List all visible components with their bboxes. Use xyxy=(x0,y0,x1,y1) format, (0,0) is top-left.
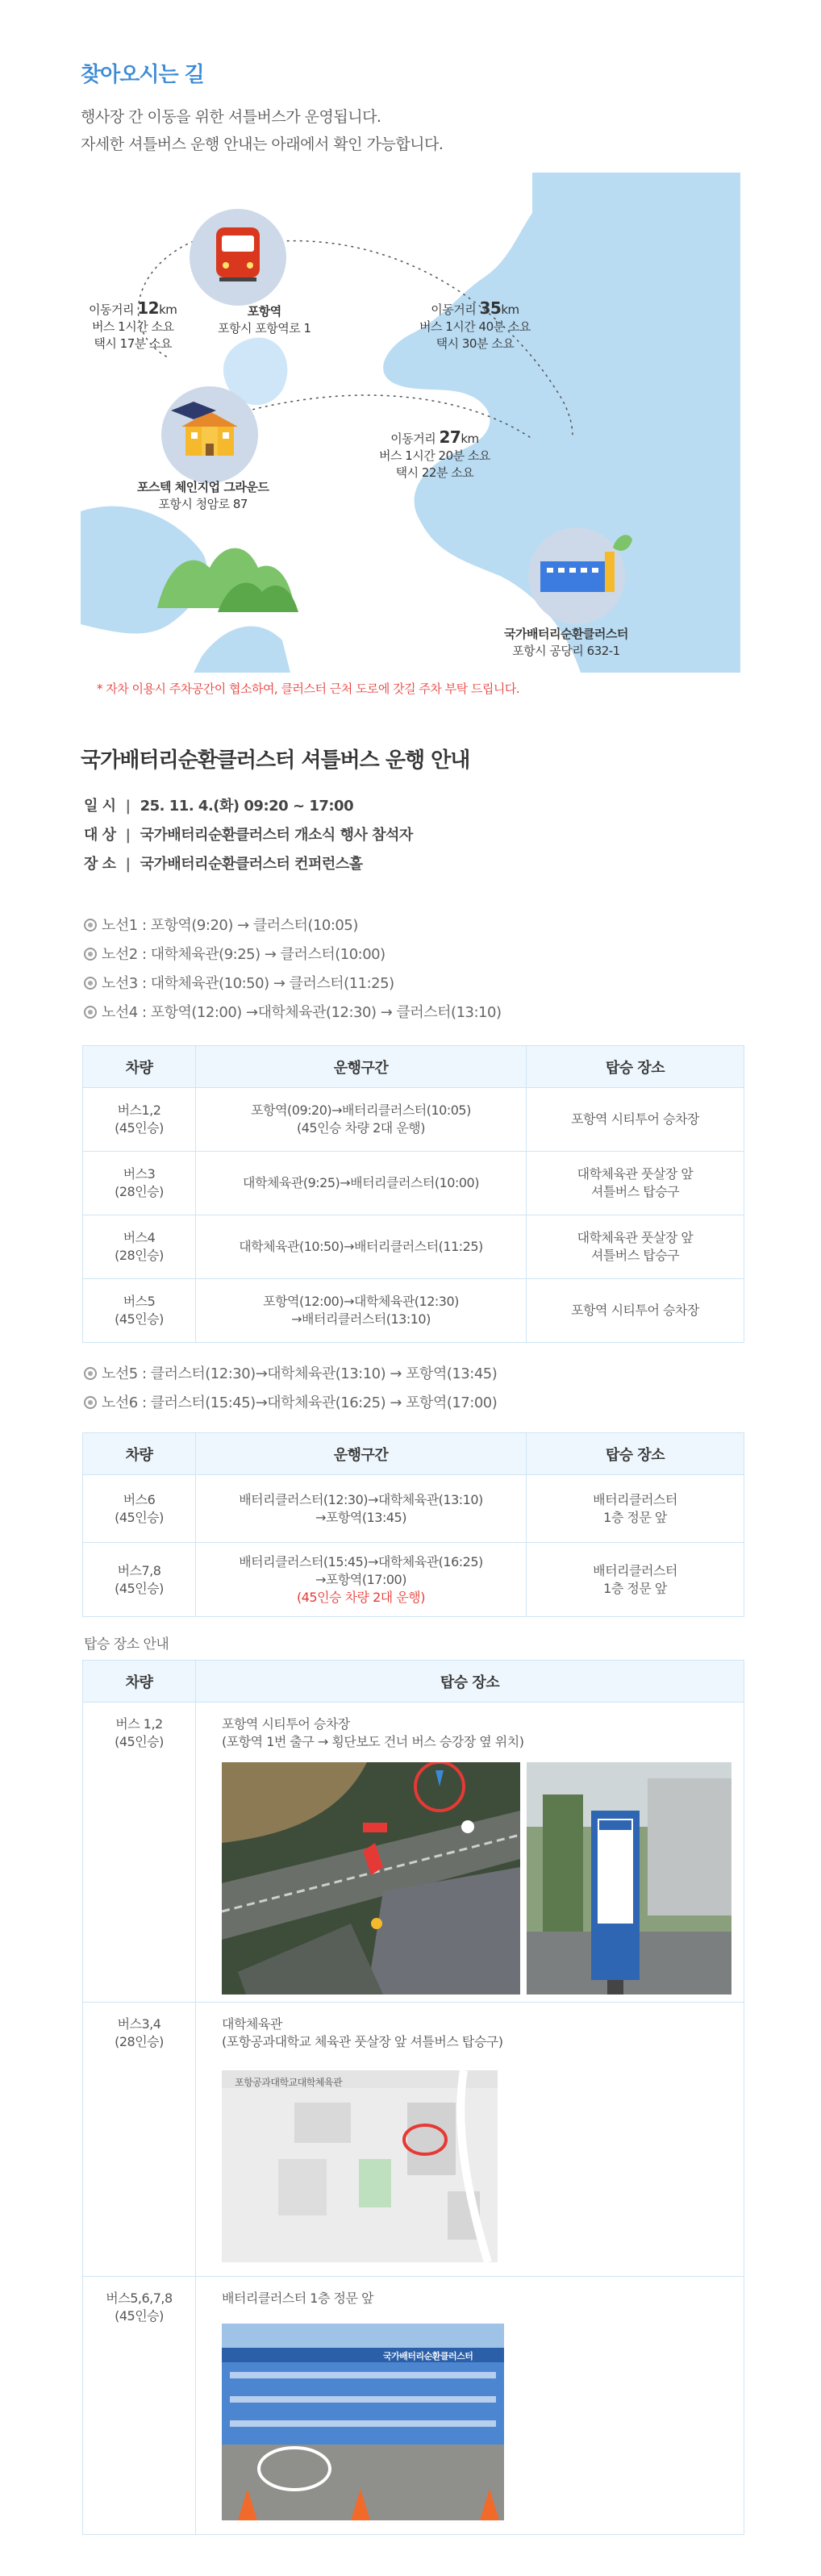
table-row: 버스 1,2 (45인승) 포항역 시티투어 승차장 (포항역 1번 출구 → 횡단보도 건너 버스 승강장 옆 위치) xyxy=(83,1703,744,2003)
building-sign: 국가배터리순환클러스터 xyxy=(383,2351,473,2361)
route-item: 노선4 : 포항역(12:00) →대학체육관(12:30) → 클러스터(13:10) xyxy=(84,998,501,1027)
column-header: 차량 xyxy=(83,1661,196,1703)
aerial-photo xyxy=(222,1762,520,1995)
column-header: 운행구간 xyxy=(196,1046,527,1088)
info-row: 대 상 | 국가배터리순환클러스터 개소식 행사 참석자 xyxy=(84,827,413,844)
shuttle-title: 국가배터리순환클러스터 셔틀버스 운행 안내 xyxy=(81,748,470,773)
column-header: 차량 xyxy=(83,1046,196,1088)
map-place-label: 포스텍 체인지업 그라운드 포항시 청암로 87 xyxy=(137,480,269,511)
map-route-info: 이동거리 27km 버스 1시간 20분 소요 택시 22분 소요 xyxy=(379,427,490,480)
column-header: 탑승 장소 xyxy=(527,1433,744,1475)
column-header: 탑승 장소 xyxy=(196,1661,744,1703)
table-row: 버스3 (28인승) 대학체육관(9:25)→배터리클러스터(10:00) 대학체육관 풋살장 앞 셔틀버스 탑승구 xyxy=(83,1152,744,1215)
table-row: 버스5,6,7,8 (45인승) 배터리클러스터 1층 정문 앞 국가배터리순환클러스터 xyxy=(83,2277,744,2535)
map-route-info: 이동거리 35km 버스 1시간 40분 소요 택시 30분 소요 xyxy=(419,298,531,351)
table-row: 버스7,8 (45인승) 배터리클러스터(15:45)→대학체육관(16:25) →포항역(17:00) (45인승 차량 2대 운행) 배터리클러스터 1층 정문 앞 xyxy=(83,1543,744,1617)
route-list xyxy=(84,1360,497,1418)
column-header: 차량 xyxy=(83,1433,196,1475)
boarding-title: 탑승 장소 안내 xyxy=(84,1636,169,1653)
route-item: 노선3 : 대학체육관(10:50) → 클러스터(11:25) xyxy=(84,969,501,998)
parking-note: * 자차 이용시 주차공간이 협소하여, 클러스터 근처 도로에 갓길 주차 부탁 드립니다. xyxy=(97,682,520,696)
campus-map-image xyxy=(222,2070,498,2262)
map-place-label: 국가배터리순환클러스터 포항시 공당리 632-1 xyxy=(504,627,628,658)
route-item: 노선5 : 클러스터(12:30)→대학체육관(13:10) → 포항역(13:45) xyxy=(84,1360,497,1389)
column-header: 탑승 장소 xyxy=(527,1046,744,1088)
column-header: 운행구간 xyxy=(196,1433,527,1475)
cluster-entrance-photo xyxy=(222,2324,504,2520)
schedule-table-afternoon xyxy=(82,1432,744,1617)
info-row: 일 시 | 25. 11. 4.(화) 09:20 ~ 17:00 xyxy=(84,798,354,815)
intro-line: 행사장 간 이동을 위한 셔틀버스가 운영됩니다. xyxy=(81,108,381,126)
bus-stop-photo xyxy=(527,1762,731,1995)
map-label: 포항공과대학교대학체육관 xyxy=(235,2077,343,2088)
route-item: 노선6 : 클러스터(15:45)→대학체육관(16:25) → 포항역(17:00) xyxy=(84,1389,497,1418)
table-row: 버스5 (45인승) 포항역(12:00)→대학체육관(12:30) →배터리클러스터(13:10) 포항역 시티투어 승차장 xyxy=(83,1279,744,1343)
table-row: 버스1,2 (45인승) 포항역(09:20)→배터리클러스터(10:05) (45인승 차량 2대 운행) 포항역 시티투어 승차장 xyxy=(83,1088,744,1152)
map-place-label: 포항역 포항시 포항역로 1 xyxy=(218,304,311,336)
route-item: 노선1 : 포항역(9:20) → 클러스터(10:05) xyxy=(84,911,501,940)
red-note: (45인승 차량 2대 운행) xyxy=(297,1589,425,1605)
page-title: 찾아오시는 길 xyxy=(81,63,204,87)
event-info xyxy=(84,792,413,879)
route-list xyxy=(84,911,501,1027)
intro-line: 자세한 셔틀버스 운행 안내는 아래에서 확인 가능합니다. xyxy=(81,135,444,153)
table-row: 버스3,4 (28인승) 대학체육관 (포항공과대학교 체육관 풋살장 앞 셔틀버스 탑승구) 포항공과대학교대학체육관 xyxy=(83,2003,744,2277)
table-row: 버스4 (28인승) 대학체육관(10:50)→배터리클러스터(11:25) 대학체육관 풋살장 앞 셔틀버스 탑승구 xyxy=(83,1215,744,1279)
table-row: 버스6 (45인승) 배터리클러스터(12:30)→대학체육관(13:10) →포항역(13:45) 배터리클러스터 1층 정문 앞 xyxy=(83,1475,744,1543)
schedule-table-morning xyxy=(82,1045,744,1343)
info-row: 장 소 | 국가배터리순환클러스터 컨퍼런스홀 xyxy=(84,856,363,873)
map-illustration xyxy=(81,173,740,673)
route-map xyxy=(81,173,740,673)
map-route-info: 이동거리 12km 버스 1시간 소요 택시 17분 소요 xyxy=(89,298,177,351)
route-item: 노선2 : 대학체육관(9:25) → 클러스터(10:00) xyxy=(84,940,501,969)
intro-text xyxy=(81,103,443,158)
boarding-table xyxy=(82,1660,744,2535)
train-icon xyxy=(216,227,260,281)
